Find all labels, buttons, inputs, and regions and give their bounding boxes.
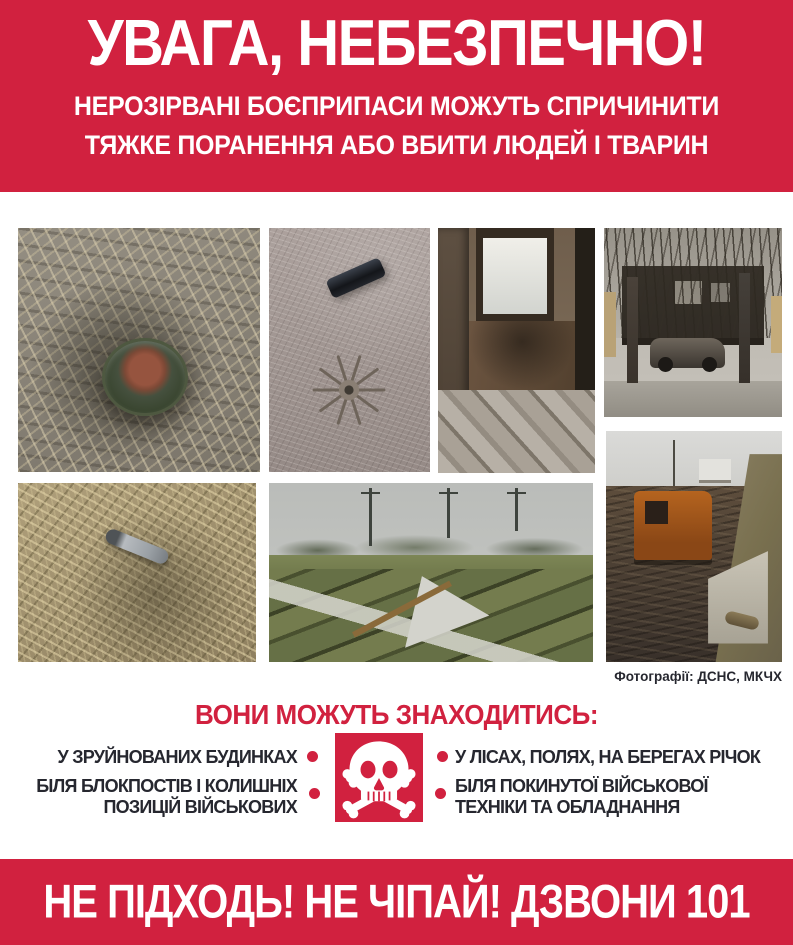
poster-title: УВАГА, НЕБЕЗПЕЧНО! (87, 6, 706, 80)
ammo-boxes-photo (269, 483, 593, 662)
projectile-in-grass-photo (18, 483, 256, 662)
locations-heading: ВОНИ МОЖУТЬ ЗНАХОДИТИСЬ: (195, 699, 598, 731)
subtitle-line-2: ТЯЖКЕ ПОРАНЕННЯ АБО ВБИТИ ЛЮДЕЙ І ТВАРИН (84, 130, 709, 161)
landmine-shape (102, 338, 188, 416)
wall-fragment-shape (771, 296, 782, 353)
utility-pole-shape (447, 488, 450, 538)
bare-tree-shape (673, 440, 675, 491)
building-shape (699, 459, 731, 483)
poster-subtitle (74, 87, 719, 165)
tree-trunk-shape (627, 277, 638, 383)
skull-crossbones-icon (335, 733, 423, 822)
road-shape (604, 381, 782, 417)
utility-pole-shape (369, 488, 372, 545)
mortar-fin-shape (303, 344, 395, 436)
rubble-shape (438, 390, 595, 473)
wall-fragment-shape (604, 292, 616, 356)
burned-car-shape (650, 338, 725, 368)
location-item-ruined-buildings: У ЗРУЙНОВАНИХ БУДИНКАХ (57, 747, 297, 767)
location-item-forests-fields: У ЛІСАХ, ПОЛЯХ, НА БЕРЕГАХ РІЧОК (455, 747, 761, 767)
burned-truck-photo (606, 431, 782, 662)
window-opening-shape (476, 228, 555, 321)
bullet-dot (307, 751, 318, 762)
utility-pole-shape (515, 488, 518, 531)
burned-house-photo (604, 228, 782, 417)
subtitle-line-1: НЕРОЗІРВАНІ БОЄПРИПАСИ МОЖУТЬ СПРИЧИНИТИ (73, 91, 720, 122)
destroyed-interior-photo (438, 228, 595, 473)
location-item-abandoned-equipment: БІЛЯ ПОКИНУТОЇ ВІЙСЬКОВОЇ ТЕХНІКИ ТА ОБЛАДНАННЯ (455, 776, 708, 817)
footer-warning-text: НЕ ПІДХОДЬ! НЕ ЧІПАЙ! ДЗВОНИ 101 (43, 875, 750, 928)
tree-trunk-shape (739, 273, 750, 383)
burned-truck-shape (634, 491, 711, 560)
landmine-photo (18, 228, 260, 472)
mortar-fin-photo (269, 228, 430, 472)
location-item-checkpoints: БІЛЯ БЛОКПОСТІВ І КОЛИШНІХ ПОЗИЦІЙ ВІЙСЬКОВИХ (36, 776, 297, 817)
skull-crossbones-glyph (335, 733, 423, 822)
header-banner (0, 0, 793, 192)
bullet-dot (437, 751, 448, 762)
fuze-shape (325, 257, 386, 299)
burned-debris-shape (469, 321, 574, 390)
bullet-dot (435, 788, 446, 799)
projectile-shape (104, 527, 171, 566)
bullet-dot (309, 788, 320, 799)
photo-credit-caption: Фотографії: ДСНС, МКЧХ (614, 669, 782, 684)
footer-banner (0, 859, 793, 945)
